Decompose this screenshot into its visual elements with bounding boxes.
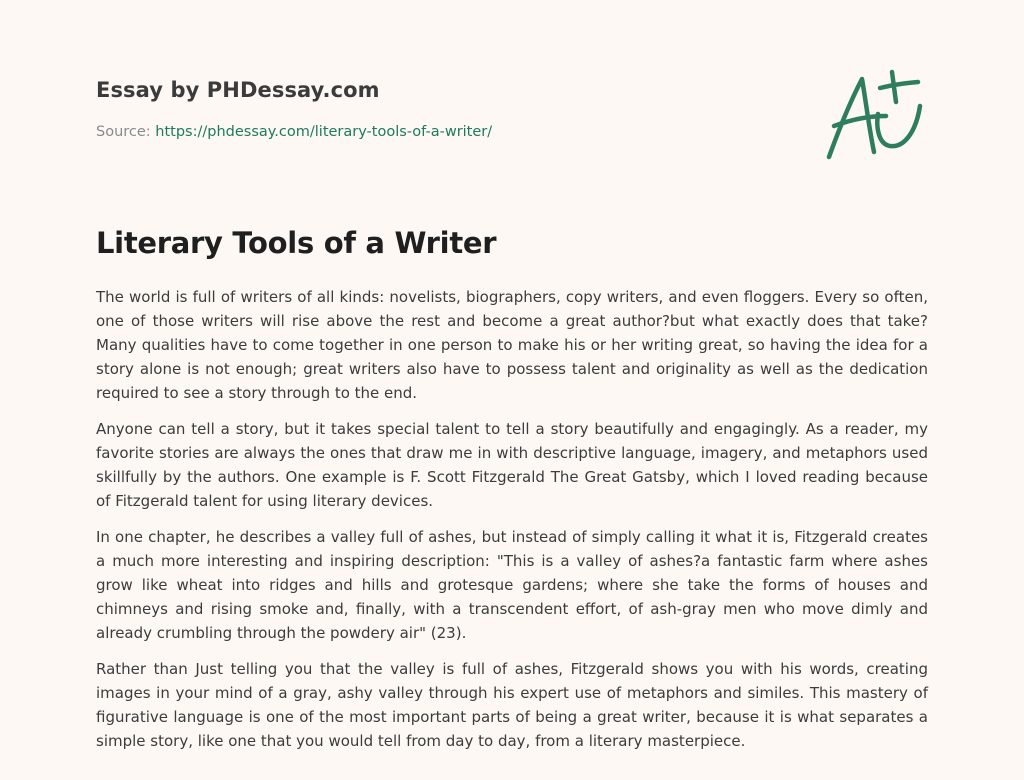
source-link[interactable]: https://phdessay.com/literary-tools-of-a-writer/ bbox=[155, 124, 493, 140]
essay-title: Literary Tools of a Writer bbox=[96, 226, 497, 260]
paragraph: Rather than Just telling you that the valley is full of ashes, Fitzgerald shows you with his words, creating images in your mind of a gray, ashy valley through his expert use of metaphors and similes. This mastery of figurative language is one of the most important parts of being a great writer, because it is what separates a simple story, like one that you would tell from day to day, from a literary masterpiece. bbox=[96, 660, 928, 750]
a-plus-grade-icon bbox=[820, 66, 930, 166]
paragraph: In one chapter, he describes a valley full of ashes, but instead of simply calling it what it is, Fitzgerald creates a much more interesting and inspiring description: "This is a valley of ashes?a fantastic farm where ashes grow like wheat into ridges and hills and grotesque gardens; where she take the forms of houses and chimneys and rising smoke and, finally, with a transcendent effort, of ash-gray men who move dimly and already crumbling through the powdery air" (23). bbox=[96, 528, 928, 642]
paragraph: The world is full of writers of all kinds: novelists, biographers, copy writers, and even floggers. Every so often, one of those writers will rise above the rest and become a great author?but what exactly does that take? Many qualities have to come together in one person to make his or her writing great, so having the idea for a story alone is not enough; great writers also have to possess talent and originality as well as the dedication required to see a story through to the end. bbox=[96, 288, 928, 402]
essay-body bbox=[96, 285, 928, 765]
site-brand: Essay by PHDessay.com bbox=[96, 78, 380, 102]
paragraph: Anyone can tell a story, but it takes special talent to tell a story beautifully and engagingly. As a reader, my favorite stories are always the ones that draw me in with descriptive language, imagery, and metaphors used skillfully by the authors. One example is F. Scott Fitzgerald The Great Gatsby, which I loved reading because of Fitzgerald talent for using literary devices. bbox=[96, 420, 928, 510]
source-line bbox=[96, 124, 492, 140]
source-label: Source: bbox=[96, 124, 156, 140]
